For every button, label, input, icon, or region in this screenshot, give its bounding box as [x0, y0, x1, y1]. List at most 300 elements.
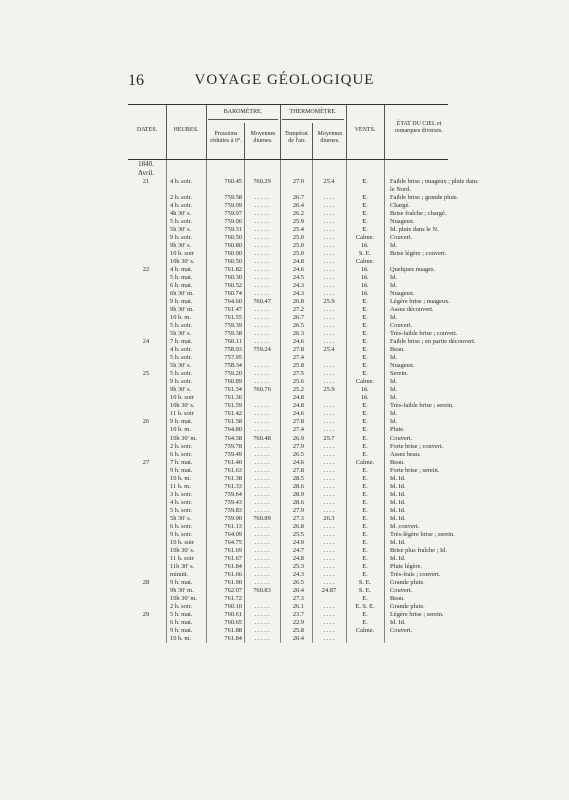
cell-hour: 3 h. soir.	[170, 490, 193, 498]
cell-temp: 24.8	[292, 402, 304, 410]
table-row	[128, 451, 448, 459]
cell-temp: 26.9	[292, 434, 304, 442]
cell-rem: Légère brise ; nuageux.	[390, 298, 450, 306]
cell-pmean: . . . . .	[254, 538, 270, 546]
cell-pmean: . . . . .	[254, 242, 270, 250]
cell-pmean: . . . . .	[254, 458, 270, 466]
cell-temp: 26.5	[292, 450, 304, 458]
cell-rem: Faible brise ; en partie découvert.	[390, 338, 476, 346]
table-row	[128, 595, 448, 603]
cell-wind: E.	[362, 498, 368, 506]
cell-tmean: . . . .	[323, 338, 335, 346]
cell-press: 759.38	[224, 330, 242, 338]
cell-hour: 9h 30' m.	[170, 586, 194, 594]
cell-wind: Id.	[361, 290, 369, 298]
meteo-table	[128, 104, 478, 643]
cell-rem: Beau.	[390, 594, 405, 602]
cell-tmean: . . . .	[323, 322, 335, 330]
cell-pmean: . . . . .	[254, 442, 270, 450]
cell-rem: Quelques nuages.	[390, 266, 436, 274]
cell-tmean: . . . .	[323, 474, 335, 482]
cell-temp: 24.8	[292, 554, 304, 562]
cell-hour: 9 h. soir.	[170, 530, 193, 538]
cell-tmean: . . . .	[323, 610, 335, 618]
cell-press: 760.50	[224, 258, 242, 266]
cell-tmean: . . . .	[323, 442, 335, 450]
cell-press: 761.84	[224, 562, 242, 570]
cell-press: 761.38	[224, 474, 242, 482]
table-row	[128, 378, 448, 386]
table-row	[128, 386, 448, 394]
table-row	[128, 210, 448, 218]
cell-wind: E.	[362, 210, 368, 218]
cell-tmean: . . . .	[323, 562, 335, 570]
cell-temp: 27.3	[292, 514, 304, 522]
cell-wind: E.	[362, 562, 368, 570]
cell-press: 761.82	[224, 266, 242, 274]
cell-temp: 28.9	[292, 490, 304, 498]
cell-hour: 11 h. m.	[170, 482, 191, 490]
cell-wind: E.	[362, 554, 368, 562]
cell-tmean: . . . .	[323, 282, 335, 290]
cell-hour: 7 h. mat.	[170, 338, 193, 346]
cell-tmean: . . . .	[323, 498, 335, 506]
table-row	[128, 443, 448, 451]
table-row	[128, 499, 448, 507]
cell-tmean: . . . .	[323, 306, 335, 314]
cell-wind: Id.	[361, 266, 369, 274]
cell-temp: 27.5	[292, 370, 304, 378]
cell-hour: 10 h. soir	[170, 538, 194, 546]
cell-tmean: . . . .	[323, 194, 335, 202]
cell-tmean: 26.3	[323, 514, 335, 522]
cell-date: 27	[142, 458, 150, 466]
cell-wind: E.	[362, 322, 368, 330]
cell-press: 759.31	[224, 226, 242, 234]
cell-rem: Très-frais ; couvert.	[390, 570, 441, 578]
table-row	[128, 547, 448, 555]
cell-temp: 25.0	[292, 242, 304, 250]
cell-tmean: . . . .	[323, 234, 335, 242]
cell-press: 760.80	[224, 242, 242, 250]
cell-wind: E.	[362, 402, 368, 410]
cell-tmean: 25.9	[323, 386, 335, 394]
cell-tmean: . . . .	[323, 546, 335, 554]
cell-temp: 26.4	[292, 634, 304, 642]
cell-pmean: 760.48	[253, 434, 271, 442]
table-row	[128, 178, 478, 186]
cell-press: 757.95	[224, 354, 242, 362]
cell-pmean: . . . . .	[254, 626, 270, 634]
cell-press: 759.90	[224, 514, 242, 522]
cell-temp: 26.8	[292, 522, 304, 530]
cell-hour: 2 h. soir.	[170, 194, 193, 202]
cell-date: 26	[142, 418, 150, 426]
cell-tmean: . . . .	[323, 618, 335, 626]
cell-temp: 26.7	[292, 194, 304, 202]
cell-tmean: . . . .	[323, 538, 335, 546]
cell-rem: Id.	[390, 242, 397, 250]
cell-tmean: . . . .	[323, 274, 335, 282]
cell-hour: 5 h. soir.	[170, 370, 193, 378]
table-row	[128, 467, 448, 475]
cell-wind: E.	[362, 482, 368, 490]
cell-temp: 26.4	[292, 202, 304, 210]
cell-hour: 10h 30' s.	[170, 546, 195, 554]
cell-wind: E.	[362, 354, 368, 362]
cell-rem: Couvert.	[390, 234, 413, 242]
cell-pmean: . . . . .	[254, 578, 270, 586]
cell-temp: 27.0	[292, 178, 304, 185]
cell-pmean: . . . . .	[254, 218, 270, 226]
cell-press: 761.67	[224, 554, 242, 562]
cell-temp: 28.6	[292, 482, 304, 490]
cell-press: 759.20	[224, 370, 242, 378]
cell-pmean: . . . . .	[254, 418, 270, 426]
cell-pmean: . . . . .	[254, 266, 270, 274]
table-row	[128, 266, 448, 274]
cell-rem: Beau.	[390, 458, 405, 466]
cell-press: 759.49	[224, 450, 242, 458]
cell-hour: 10h 30' m.	[170, 434, 197, 442]
cell-pmean: . . . . .	[254, 410, 270, 418]
cell-tmean: . . . .	[323, 290, 335, 298]
table-row	[128, 579, 448, 587]
table-row	[128, 410, 448, 418]
cell-press: 759.58	[224, 194, 242, 202]
cell-wind: Id.	[361, 394, 369, 402]
cell-rem: Id.	[390, 394, 397, 402]
cell-tmean: . . . .	[323, 466, 335, 474]
cell-temp: 25.9	[292, 218, 304, 226]
table-row	[128, 314, 448, 322]
cell-rem: Id. Id.	[390, 498, 406, 506]
cell-wind: E.	[362, 298, 368, 306]
cell-temp: 28.6	[292, 498, 304, 506]
cell-temp: 25.6	[292, 378, 304, 386]
cell-pmean: . . . . .	[254, 498, 270, 506]
cell-temp: 25.2	[292, 386, 304, 394]
cell-rem: Id. pluie dans le N.	[390, 226, 439, 234]
cell-temp: 22.9	[292, 618, 304, 626]
cell-press: 761.63	[224, 466, 242, 474]
cell-rem: Nuageux.	[390, 362, 415, 370]
table-row	[128, 194, 459, 202]
cell-rem: Pluie légère.	[390, 562, 422, 570]
cell-tmean: . . . .	[323, 202, 335, 210]
cell-wind: E.	[362, 522, 368, 530]
cell-hour: 9h 30' m.	[170, 306, 194, 314]
cell-press: 760.52	[224, 282, 242, 290]
cell-tmean: 24.87	[321, 586, 337, 594]
table-row	[128, 459, 448, 467]
cell-tmean: . . . .	[323, 210, 335, 218]
cell-hour: 9h 30' s.	[170, 242, 192, 250]
cell-temp: 26.4	[292, 586, 304, 594]
cell-temp: 24.3	[292, 290, 304, 298]
cell-pmean: . . . . .	[254, 426, 270, 434]
cell-rem: Id.	[390, 418, 397, 426]
cell-press: 760.90	[224, 250, 242, 258]
cell-tmean: . . . .	[323, 522, 335, 530]
cell-press: 761.40	[224, 458, 242, 466]
cell-press: 759.64	[224, 490, 242, 498]
cell-temp: 24.3	[292, 282, 304, 290]
cell-wind: E.	[362, 450, 368, 458]
cell-hour: 4 h. soir.	[170, 346, 193, 354]
cell-rem: Id.	[390, 410, 397, 418]
cell-pmean: . . . . .	[254, 570, 270, 578]
cell-rem: Id. Id.	[390, 482, 406, 490]
table-row	[128, 435, 448, 443]
cell-tmean: . . . .	[323, 482, 335, 490]
cell-press: 761.47	[224, 306, 242, 314]
cell-rem: Très-faible brise ; couvert.	[390, 330, 458, 338]
table-row	[128, 346, 448, 354]
cell-tmean: . . . .	[323, 634, 335, 642]
cell-press: 759.78	[224, 442, 242, 450]
cell-press: 764.60	[224, 298, 242, 306]
cell-rem: Id.	[390, 386, 397, 394]
cell-hour: 5 h. mat.	[170, 610, 193, 618]
cell-wind: E.	[362, 514, 368, 522]
cell-tmean: . . . .	[323, 242, 335, 250]
cell-pmean: . . . . .	[254, 202, 270, 210]
table-row	[128, 530, 455, 539]
cell-press: 758.34	[224, 362, 242, 370]
cell-rem: Forte brise ; couvert.	[390, 442, 444, 450]
cell-hour: 5 h. soir.	[170, 506, 193, 514]
cell-wind: E.	[362, 426, 368, 434]
cell-tmean: 25.7	[323, 434, 335, 442]
table-row	[128, 338, 476, 346]
cell-temp: 27.4	[292, 354, 304, 362]
cell-hour: 10h 30' m.	[170, 594, 197, 602]
cell-temp: 24.3	[292, 570, 304, 578]
cell-wind: E.	[362, 474, 368, 482]
cell-wind: E.	[362, 226, 368, 234]
cell-rem: Id. Id.	[390, 506, 406, 514]
cell-pmean: . . . . .	[254, 338, 270, 346]
table-row	[128, 507, 448, 515]
cell-rem: Id.	[390, 378, 397, 386]
cell-temp: 27.8	[292, 466, 304, 474]
cell-hour: 5 h. soir.	[170, 354, 193, 362]
cell-rem: Couvert.	[390, 626, 413, 634]
table-row	[128, 306, 448, 314]
cell-wind: Calme.	[355, 258, 375, 266]
table-row	[128, 362, 448, 370]
table-row	[128, 290, 448, 298]
cell-hour: 6 h. mat.	[170, 282, 193, 290]
cell-pmean: . . . . .	[254, 490, 270, 498]
cell-pmean: . . . . .	[254, 378, 270, 386]
cell-hour: 11 h. soir	[170, 554, 194, 562]
page-title: VOYAGE GÉOLOGIQUE	[194, 72, 375, 88]
cell-hour: 11h 30' s.	[170, 562, 195, 570]
cell-wind: E.	[362, 418, 368, 426]
table-rows	[128, 178, 478, 643]
cell-temp: 24.7	[292, 546, 304, 554]
cell-date: 24	[142, 338, 150, 346]
header-dates: DATES.	[136, 127, 158, 133]
cell-pmean: . . . . .	[254, 194, 270, 202]
cell-temp: 24.6	[292, 266, 304, 274]
year-label: 1840.	[138, 160, 154, 168]
table-row	[128, 619, 448, 627]
table-row	[128, 298, 448, 306]
cell-wind: S. E.	[358, 586, 372, 594]
cell-pmean: . . . . .	[254, 554, 270, 562]
cell-date: 22	[142, 266, 150, 274]
cell-pmean: . . . . .	[254, 602, 270, 610]
cell-wind: E.	[362, 546, 368, 554]
cell-rem: Id. Id.	[390, 490, 406, 498]
cell-press: 764.09	[224, 530, 242, 538]
cell-wind: E.	[362, 338, 368, 346]
table-row	[128, 242, 448, 250]
cell-press: 759.07	[224, 210, 242, 218]
cell-wind: E. S. E.	[355, 602, 375, 610]
cell-hour: 9h 30' s.	[170, 386, 192, 394]
cell-tmean: . . . .	[323, 602, 335, 610]
cell-press: 760.30	[224, 274, 242, 282]
cell-pmean: 760.47	[253, 298, 271, 306]
cell-press: 759.43	[224, 498, 242, 506]
cell-temp: 27.8	[292, 346, 304, 354]
cell-temp: 25.4	[292, 226, 304, 234]
header-temperat: Températ. de l'air.	[284, 131, 310, 144]
cell-pmean: . . . . .	[254, 466, 270, 474]
cell-temp: 24.6	[292, 338, 304, 346]
cell-wind: E.	[362, 538, 368, 546]
cell-rem: Beau.	[390, 346, 405, 354]
cell-wind: E.	[362, 178, 368, 185]
cell-hour: 9 h. soir.	[170, 378, 193, 386]
header-thermometre: THERMOMÈTRE.	[289, 109, 337, 115]
cell-temp: 26.3	[292, 330, 304, 338]
cell-press: 759.39	[224, 322, 242, 330]
cell-temp: 26.5	[292, 578, 304, 586]
cell-pmean: . . . . .	[254, 506, 270, 514]
cell-press: 760.89	[224, 378, 242, 386]
cell-temp: 24.5	[292, 274, 304, 282]
cell-temp: 27.8	[292, 418, 304, 426]
cell-rem: Id. couvert.	[390, 522, 420, 530]
cell-wind: E.	[362, 530, 368, 538]
cell-temp: 27.3	[292, 594, 304, 602]
table-row	[128, 555, 448, 563]
cell-wind: Id.	[361, 242, 369, 250]
cell-press: 760.10	[224, 602, 242, 610]
cell-pmean: . . . . .	[254, 562, 270, 570]
cell-hour: 7 h. mat.	[170, 458, 193, 466]
cell-temp: 25.8	[292, 362, 304, 370]
cell-press: 761.13	[224, 522, 242, 530]
cell-tmean: . . . .	[323, 626, 335, 634]
cell-wind: Calme.	[355, 626, 375, 634]
table-row	[128, 523, 448, 531]
cell-tmean: . . . .	[323, 258, 335, 266]
cell-temp: 25.3	[292, 562, 304, 570]
table-row	[128, 571, 448, 579]
cell-rem: Pluie.	[390, 426, 405, 434]
cell-pmean: . . . . .	[254, 618, 270, 626]
cell-press: 764.38	[224, 434, 242, 442]
table-row	[128, 226, 448, 234]
table-row	[128, 370, 448, 378]
cell-temp: 25.8	[292, 626, 304, 634]
cell-press: 761.33	[224, 482, 242, 490]
cell-pmean: 760.76	[253, 386, 271, 394]
cell-wind: E.	[362, 346, 368, 354]
header-moyennes-thermo: Moyennes diurnes.	[317, 131, 343, 144]
cell-wind: S. E.	[358, 250, 372, 258]
cell-rem: Id.	[390, 274, 397, 282]
cell-hour: 9 h. mat.	[170, 466, 193, 474]
table-row	[128, 491, 448, 499]
cell-pmean: . . . . .	[254, 282, 270, 290]
table-row	[128, 186, 448, 194]
table-row	[128, 627, 448, 635]
month-label: Avril.	[137, 169, 154, 177]
cell-wind: S. E.	[358, 578, 372, 586]
cell-wind: E.	[362, 434, 368, 442]
cell-temp: 23.7	[292, 610, 304, 618]
cell-press: 761.66	[224, 570, 242, 578]
cell-pmean: 759.24	[253, 346, 271, 354]
header-etat: ÉTAT DU CIEL et remarques diverses.	[395, 121, 443, 134]
cell-pmean: . . . . .	[254, 522, 270, 530]
cell-rem: Id.	[390, 314, 397, 322]
cell-hour: 5h 30' s.	[170, 514, 192, 522]
cell-tmean: . . . .	[323, 554, 335, 562]
cell-wind: Calme.	[355, 458, 375, 466]
table-row	[128, 234, 448, 242]
cell-press: 761.88	[224, 626, 242, 634]
cell-date: 25	[142, 370, 150, 378]
cell-rem: Très-faible brise ; serein.	[390, 402, 454, 410]
cell-hour: 10h 30' s.	[170, 402, 195, 410]
cell-rem: Faible brise ; grande pluie.	[390, 194, 459, 202]
cell-press: 760.61	[224, 610, 242, 618]
table-row	[128, 483, 448, 491]
cell-hour: 5 h. soir.	[170, 322, 193, 330]
cell-hour: 9 h. mat.	[170, 418, 193, 426]
cell-tmean: . . . .	[323, 330, 335, 338]
table-row	[128, 563, 448, 571]
cell-wind: Calme.	[355, 378, 375, 386]
cell-pmean: . . . . .	[254, 234, 270, 242]
cell-press: 761.42	[224, 410, 242, 418]
cell-pmean: . . . . .	[254, 314, 270, 322]
cell-pmean: . . . . .	[254, 258, 270, 266]
cell-tmean: . . . .	[323, 218, 335, 226]
cell-press: 758.03	[224, 346, 242, 354]
cell-hour: 5 h. mat.	[170, 274, 193, 282]
cell-temp: 24.8	[292, 394, 304, 402]
cell-rem: Id. Id.	[390, 618, 406, 626]
cell-tmean: . . . .	[323, 506, 335, 514]
cell-pmean: . . . . .	[254, 634, 270, 642]
cell-rem: Id.	[390, 354, 397, 362]
cell-hour: minuit.	[170, 570, 189, 578]
cell-tmean: . . . .	[323, 578, 335, 586]
cell-press: 760.45	[224, 178, 242, 185]
cell-temp: 26.7	[292, 314, 304, 322]
cell-rem: Id. Id.	[390, 538, 406, 546]
cell-temp: 26.2	[292, 210, 304, 218]
